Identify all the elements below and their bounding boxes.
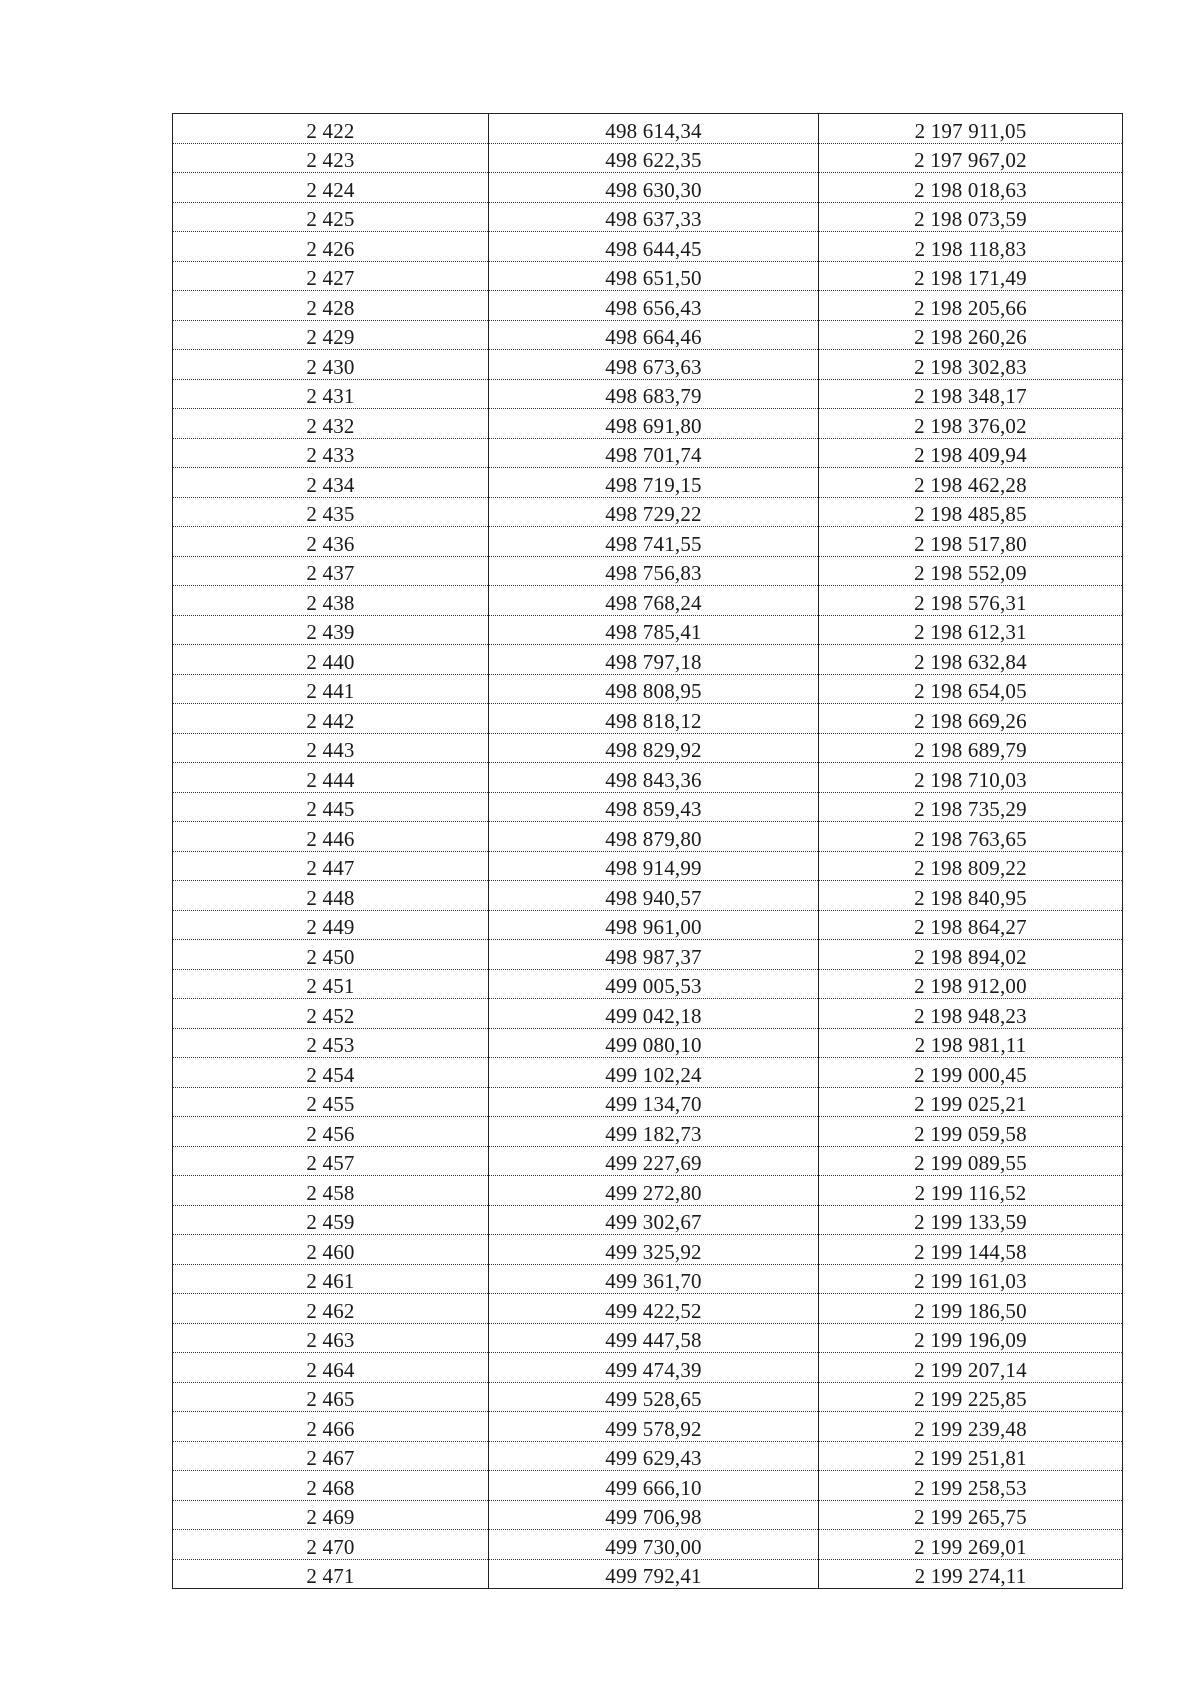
point-number-cell: 2 458 xyxy=(173,1176,489,1206)
point-number-cell: 2 436 xyxy=(173,527,489,557)
point-number-cell: 2 469 xyxy=(173,1500,489,1530)
table-row xyxy=(173,881,1123,911)
x-coordinate-cell: 498 785,41 xyxy=(489,615,819,645)
y-coordinate-cell: 2 198 912,00 xyxy=(819,969,1123,999)
table-row xyxy=(173,940,1123,970)
point-number-cell: 2 442 xyxy=(173,704,489,734)
y-coordinate-cell: 2 198 894,02 xyxy=(819,940,1123,970)
point-number-cell: 2 460 xyxy=(173,1235,489,1265)
point-number-cell: 2 466 xyxy=(173,1412,489,1442)
y-coordinate-cell: 2 198 632,84 xyxy=(819,645,1123,675)
y-coordinate-cell: 2 199 133,59 xyxy=(819,1205,1123,1235)
point-number-cell: 2 424 xyxy=(173,173,489,203)
table-row xyxy=(173,1117,1123,1147)
x-coordinate-cell: 499 730,00 xyxy=(489,1530,819,1560)
table-row xyxy=(173,232,1123,262)
y-coordinate-cell: 2 198 669,26 xyxy=(819,704,1123,734)
x-coordinate-cell: 498 818,12 xyxy=(489,704,819,734)
x-coordinate-cell: 498 808,95 xyxy=(489,674,819,704)
y-coordinate-cell: 2 198 118,83 xyxy=(819,232,1123,262)
table-row xyxy=(173,1058,1123,1088)
point-number-cell: 2 445 xyxy=(173,792,489,822)
table-row xyxy=(173,202,1123,232)
point-number-cell: 2 433 xyxy=(173,438,489,468)
y-coordinate-cell: 2 198 948,23 xyxy=(819,999,1123,1029)
point-number-cell: 2 453 xyxy=(173,1028,489,1058)
x-coordinate-cell: 498 651,50 xyxy=(489,261,819,291)
x-coordinate-cell: 498 614,34 xyxy=(489,114,819,144)
y-coordinate-cell: 2 199 161,03 xyxy=(819,1264,1123,1294)
y-coordinate-cell: 2 199 258,53 xyxy=(819,1471,1123,1501)
table-row xyxy=(173,792,1123,822)
point-number-cell: 2 429 xyxy=(173,320,489,350)
table-row xyxy=(173,999,1123,1029)
x-coordinate-cell: 498 673,63 xyxy=(489,350,819,380)
table-row xyxy=(173,291,1123,321)
x-coordinate-cell: 499 474,39 xyxy=(489,1353,819,1383)
table-row xyxy=(173,763,1123,793)
coordinates-table xyxy=(172,113,1123,1589)
table-row xyxy=(173,438,1123,468)
point-number-cell: 2 434 xyxy=(173,468,489,498)
x-coordinate-cell: 498 756,83 xyxy=(489,556,819,586)
table-row xyxy=(173,1087,1123,1117)
table-row xyxy=(173,1028,1123,1058)
x-coordinate-cell: 499 325,92 xyxy=(489,1235,819,1265)
y-coordinate-cell: 2 199 269,01 xyxy=(819,1530,1123,1560)
table-row xyxy=(173,1530,1123,1560)
x-coordinate-cell: 499 792,41 xyxy=(489,1559,819,1589)
y-coordinate-cell: 2 199 274,11 xyxy=(819,1559,1123,1589)
table-row xyxy=(173,674,1123,704)
point-number-cell: 2 435 xyxy=(173,497,489,527)
x-coordinate-cell: 499 447,58 xyxy=(489,1323,819,1353)
x-coordinate-cell: 498 683,79 xyxy=(489,379,819,409)
table-row xyxy=(173,586,1123,616)
y-coordinate-cell: 2 197 967,02 xyxy=(819,143,1123,173)
table-row xyxy=(173,1382,1123,1412)
table-row xyxy=(173,527,1123,557)
x-coordinate-cell: 498 940,57 xyxy=(489,881,819,911)
point-number-cell: 2 465 xyxy=(173,1382,489,1412)
x-coordinate-cell: 499 080,10 xyxy=(489,1028,819,1058)
table-row xyxy=(173,350,1123,380)
point-number-cell: 2 452 xyxy=(173,999,489,1029)
point-number-cell: 2 427 xyxy=(173,261,489,291)
table-row xyxy=(173,468,1123,498)
point-number-cell: 2 438 xyxy=(173,586,489,616)
x-coordinate-cell: 498 729,22 xyxy=(489,497,819,527)
y-coordinate-cell: 2 198 710,03 xyxy=(819,763,1123,793)
y-coordinate-cell: 2 199 144,58 xyxy=(819,1235,1123,1265)
point-number-cell: 2 432 xyxy=(173,409,489,439)
y-coordinate-cell: 2 198 376,02 xyxy=(819,409,1123,439)
x-coordinate-cell: 499 578,92 xyxy=(489,1412,819,1442)
table-row xyxy=(173,822,1123,852)
x-coordinate-cell: 498 622,35 xyxy=(489,143,819,173)
x-coordinate-cell: 498 768,24 xyxy=(489,586,819,616)
y-coordinate-cell: 2 198 302,83 xyxy=(819,350,1123,380)
table-row xyxy=(173,1441,1123,1471)
point-number-cell: 2 437 xyxy=(173,556,489,586)
point-number-cell: 2 451 xyxy=(173,969,489,999)
y-coordinate-cell: 2 198 485,85 xyxy=(819,497,1123,527)
y-coordinate-cell: 2 197 911,05 xyxy=(819,114,1123,144)
table-row xyxy=(173,556,1123,586)
x-coordinate-cell: 499 422,52 xyxy=(489,1294,819,1324)
x-coordinate-cell: 498 701,74 xyxy=(489,438,819,468)
table-row xyxy=(173,733,1123,763)
x-coordinate-cell: 498 664,46 xyxy=(489,320,819,350)
y-coordinate-cell: 2 199 059,58 xyxy=(819,1117,1123,1147)
y-coordinate-cell: 2 198 763,65 xyxy=(819,822,1123,852)
x-coordinate-cell: 498 719,15 xyxy=(489,468,819,498)
x-coordinate-cell: 499 134,70 xyxy=(489,1087,819,1117)
x-coordinate-cell: 498 637,33 xyxy=(489,202,819,232)
table-row xyxy=(173,1471,1123,1501)
x-coordinate-cell: 499 182,73 xyxy=(489,1117,819,1147)
x-coordinate-cell: 498 914,99 xyxy=(489,851,819,881)
table-row xyxy=(173,261,1123,291)
table-row xyxy=(173,1264,1123,1294)
y-coordinate-cell: 2 199 025,21 xyxy=(819,1087,1123,1117)
x-coordinate-cell: 499 227,69 xyxy=(489,1146,819,1176)
x-coordinate-cell: 498 656,43 xyxy=(489,291,819,321)
x-coordinate-cell: 499 272,80 xyxy=(489,1176,819,1206)
x-coordinate-cell: 498 879,80 xyxy=(489,822,819,852)
x-coordinate-cell: 498 741,55 xyxy=(489,527,819,557)
table-row xyxy=(173,409,1123,439)
table-row xyxy=(173,910,1123,940)
table-row xyxy=(173,1353,1123,1383)
point-number-cell: 2 426 xyxy=(173,232,489,262)
y-coordinate-cell: 2 199 089,55 xyxy=(819,1146,1123,1176)
y-coordinate-cell: 2 198 018,63 xyxy=(819,173,1123,203)
x-coordinate-cell: 498 843,36 xyxy=(489,763,819,793)
point-number-cell: 2 455 xyxy=(173,1087,489,1117)
point-number-cell: 2 459 xyxy=(173,1205,489,1235)
point-number-cell: 2 462 xyxy=(173,1294,489,1324)
point-number-cell: 2 461 xyxy=(173,1264,489,1294)
y-coordinate-cell: 2 198 205,66 xyxy=(819,291,1123,321)
point-number-cell: 2 440 xyxy=(173,645,489,675)
point-number-cell: 2 471 xyxy=(173,1559,489,1589)
table-row xyxy=(173,969,1123,999)
point-number-cell: 2 443 xyxy=(173,733,489,763)
point-number-cell: 2 447 xyxy=(173,851,489,881)
x-coordinate-cell: 499 302,67 xyxy=(489,1205,819,1235)
table-row xyxy=(173,615,1123,645)
x-coordinate-cell: 498 691,80 xyxy=(489,409,819,439)
y-coordinate-cell: 2 198 462,28 xyxy=(819,468,1123,498)
x-coordinate-cell: 499 361,70 xyxy=(489,1264,819,1294)
point-number-cell: 2 454 xyxy=(173,1058,489,1088)
y-coordinate-cell: 2 199 207,14 xyxy=(819,1353,1123,1383)
y-coordinate-cell: 2 198 809,22 xyxy=(819,851,1123,881)
y-coordinate-cell: 2 199 265,75 xyxy=(819,1500,1123,1530)
point-number-cell: 2 430 xyxy=(173,350,489,380)
point-number-cell: 2 450 xyxy=(173,940,489,970)
table-row xyxy=(173,851,1123,881)
point-number-cell: 2 464 xyxy=(173,1353,489,1383)
y-coordinate-cell: 2 198 552,09 xyxy=(819,556,1123,586)
point-number-cell: 2 425 xyxy=(173,202,489,232)
y-coordinate-cell: 2 198 576,31 xyxy=(819,586,1123,616)
y-coordinate-cell: 2 198 654,05 xyxy=(819,674,1123,704)
point-number-cell: 2 444 xyxy=(173,763,489,793)
point-number-cell: 2 423 xyxy=(173,143,489,173)
point-number-cell: 2 449 xyxy=(173,910,489,940)
x-coordinate-cell: 498 961,00 xyxy=(489,910,819,940)
table-row xyxy=(173,1500,1123,1530)
x-coordinate-cell: 498 644,45 xyxy=(489,232,819,262)
x-coordinate-cell: 498 829,92 xyxy=(489,733,819,763)
x-coordinate-cell: 498 630,30 xyxy=(489,173,819,203)
y-coordinate-cell: 2 199 251,81 xyxy=(819,1441,1123,1471)
point-number-cell: 2 463 xyxy=(173,1323,489,1353)
point-number-cell: 2 470 xyxy=(173,1530,489,1560)
y-coordinate-cell: 2 198 981,11 xyxy=(819,1028,1123,1058)
y-coordinate-cell: 2 199 239,48 xyxy=(819,1412,1123,1442)
coordinates-table-body xyxy=(173,114,1123,1589)
table-row xyxy=(173,173,1123,203)
point-number-cell: 2 428 xyxy=(173,291,489,321)
point-number-cell: 2 441 xyxy=(173,674,489,704)
point-number-cell: 2 422 xyxy=(173,114,489,144)
x-coordinate-cell: 498 987,37 xyxy=(489,940,819,970)
table-row xyxy=(173,1235,1123,1265)
table-row xyxy=(173,1146,1123,1176)
y-coordinate-cell: 2 199 196,09 xyxy=(819,1323,1123,1353)
y-coordinate-cell: 2 198 260,26 xyxy=(819,320,1123,350)
point-number-cell: 2 446 xyxy=(173,822,489,852)
x-coordinate-cell: 499 042,18 xyxy=(489,999,819,1029)
table-row xyxy=(173,114,1123,144)
table-row xyxy=(173,1176,1123,1206)
y-coordinate-cell: 2 198 409,94 xyxy=(819,438,1123,468)
point-number-cell: 2 456 xyxy=(173,1117,489,1147)
y-coordinate-cell: 2 199 225,85 xyxy=(819,1382,1123,1412)
table-row xyxy=(173,1323,1123,1353)
point-number-cell: 2 448 xyxy=(173,881,489,911)
table-row xyxy=(173,497,1123,527)
table-row xyxy=(173,1412,1123,1442)
y-coordinate-cell: 2 198 073,59 xyxy=(819,202,1123,232)
x-coordinate-cell: 499 666,10 xyxy=(489,1471,819,1501)
y-coordinate-cell: 2 198 612,31 xyxy=(819,615,1123,645)
y-coordinate-cell: 2 198 864,27 xyxy=(819,910,1123,940)
table-row xyxy=(173,1294,1123,1324)
x-coordinate-cell: 499 102,24 xyxy=(489,1058,819,1088)
point-number-cell: 2 439 xyxy=(173,615,489,645)
y-coordinate-cell: 2 199 116,52 xyxy=(819,1176,1123,1206)
table-row xyxy=(173,320,1123,350)
point-number-cell: 2 431 xyxy=(173,379,489,409)
y-coordinate-cell: 2 198 735,29 xyxy=(819,792,1123,822)
y-coordinate-cell: 2 198 517,80 xyxy=(819,527,1123,557)
x-coordinate-cell: 499 005,53 xyxy=(489,969,819,999)
table-row xyxy=(173,143,1123,173)
y-coordinate-cell: 2 198 171,49 xyxy=(819,261,1123,291)
y-coordinate-cell: 2 198 348,17 xyxy=(819,379,1123,409)
table-row xyxy=(173,704,1123,734)
x-coordinate-cell: 499 706,98 xyxy=(489,1500,819,1530)
x-coordinate-cell: 499 629,43 xyxy=(489,1441,819,1471)
table-row xyxy=(173,379,1123,409)
point-number-cell: 2 457 xyxy=(173,1146,489,1176)
x-coordinate-cell: 499 528,65 xyxy=(489,1382,819,1412)
x-coordinate-cell: 498 859,43 xyxy=(489,792,819,822)
point-number-cell: 2 468 xyxy=(173,1471,489,1501)
x-coordinate-cell: 498 797,18 xyxy=(489,645,819,675)
y-coordinate-cell: 2 199 186,50 xyxy=(819,1294,1123,1324)
table-row xyxy=(173,1205,1123,1235)
y-coordinate-cell: 2 199 000,45 xyxy=(819,1058,1123,1088)
table-row xyxy=(173,645,1123,675)
y-coordinate-cell: 2 198 689,79 xyxy=(819,733,1123,763)
point-number-cell: 2 467 xyxy=(173,1441,489,1471)
table-row xyxy=(173,1559,1123,1589)
y-coordinate-cell: 2 198 840,95 xyxy=(819,881,1123,911)
